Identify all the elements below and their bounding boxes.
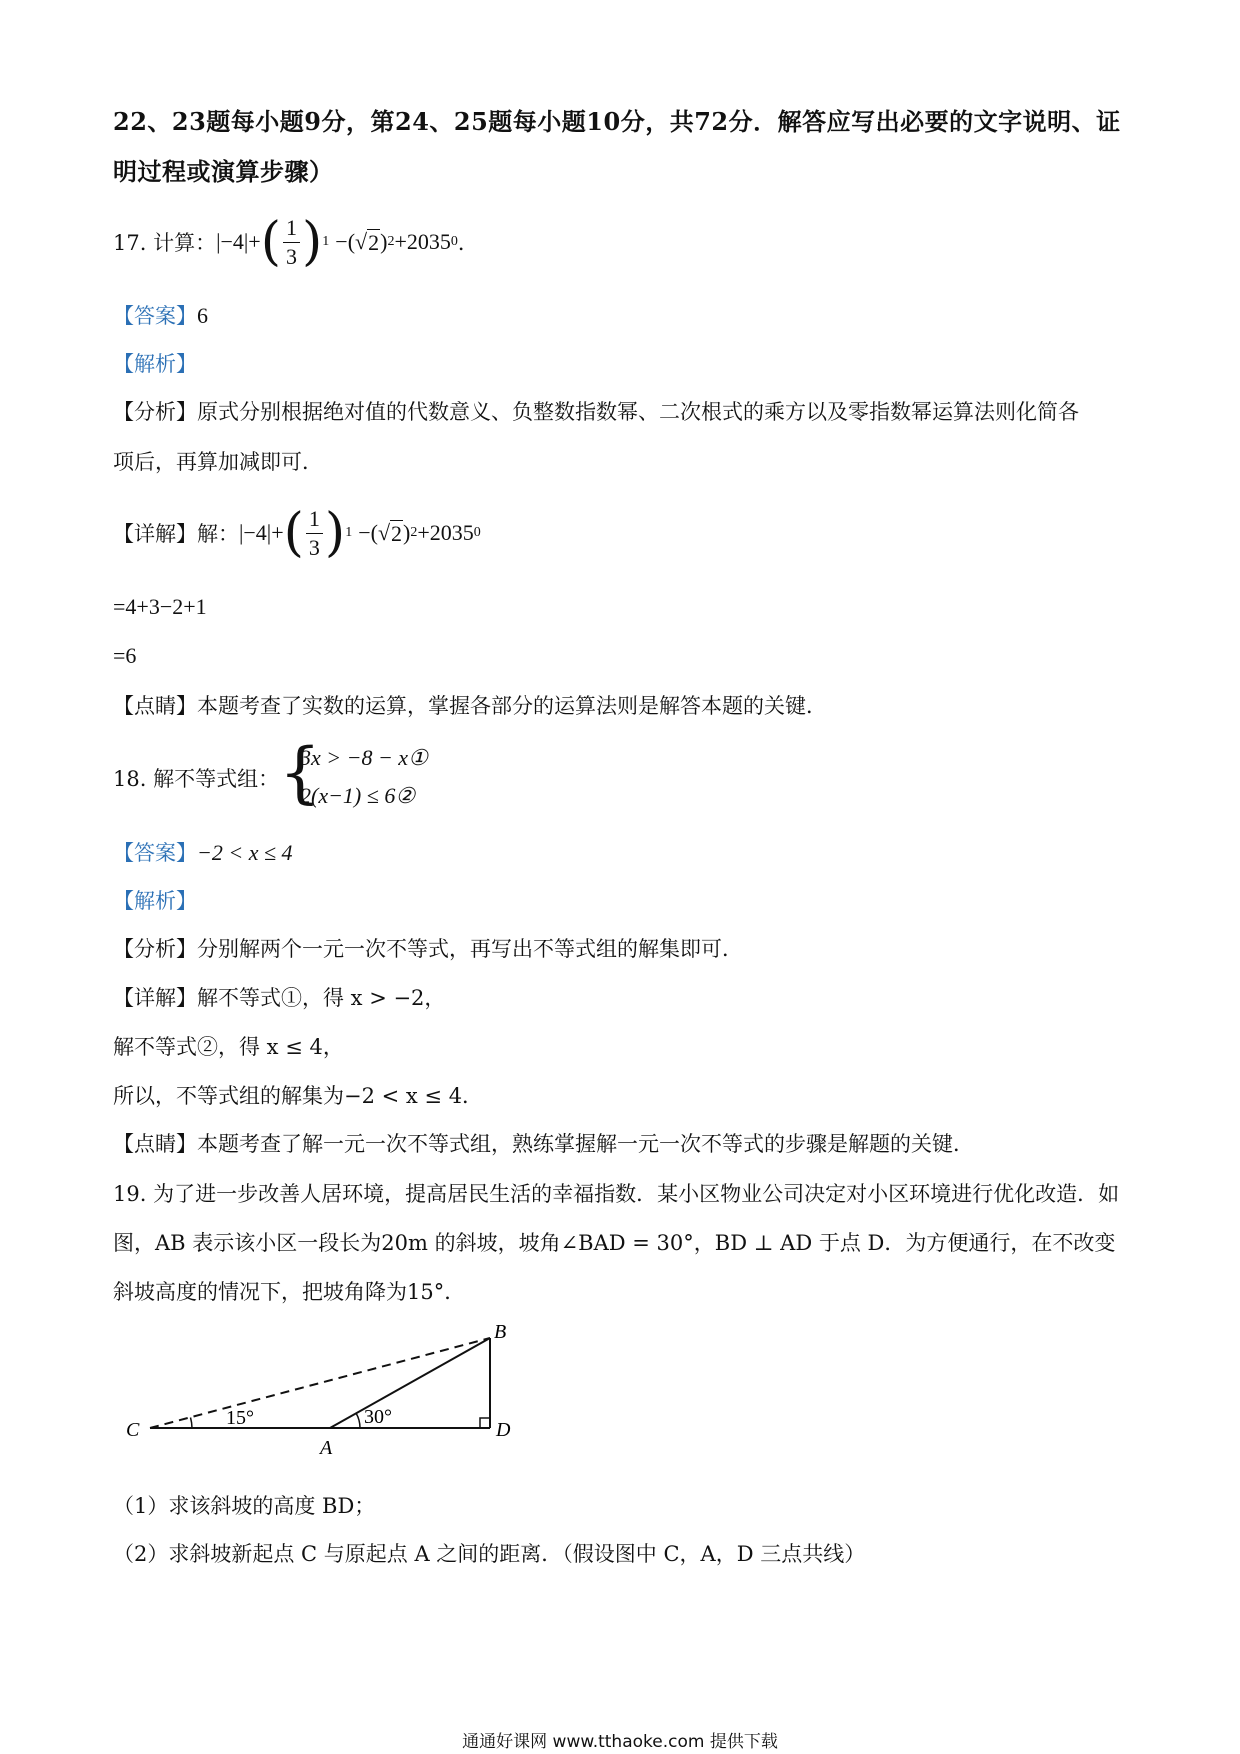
q17-dianjing-text: 本题考查了实数的运算，掌握各部分的运算法则是解答本题的关键． [197,694,827,718]
angle-arc-a [356,1413,360,1428]
q17-abs: |−4|+ [216,229,261,254]
q17-answer-label: 【答案】 [113,304,197,328]
q18-ineq-1: 3x > −8 − x① [300,745,428,770]
q18-brace: { [279,734,321,811]
q18-detail-text-1: 解不等式①，得 x > −2， [197,986,446,1010]
q17-exp1: 1 [322,234,330,249]
q17-detail [113,503,481,563]
q17-prefix: 17. 计算： [113,231,217,255]
q17-period: ． [457,231,479,255]
q19-line-1: 19. 为了进一步改善人居环境，提高居民生活的幸福指数．某小区物业公司决定对小区环境进行优化改造．如 [113,1182,1120,1206]
q17-step-2: =6 [113,643,137,668]
q17-fenxi-text-1: 原式分别根据绝对值的代数意义、负整数指数幂、二次根式的乘方以及零指数幂运算法则化简各 [197,400,1079,424]
q17-answer [113,300,208,330]
q17-detail-frac-den: 3 [308,534,320,560]
q17-sqrt-val: 2 [368,229,380,255]
q17-exp0: 0 [450,234,458,249]
q17-minus-paren: −(√ [335,229,368,254]
angle-arc-c [191,1418,193,1429]
q17-fenxi-2: 项后，再算加减即可． [113,450,323,474]
q17-close-paren: ) [380,229,388,254]
q18-fenxi [113,933,743,963]
q18-dianjing-label: 【点睛】 [113,1132,197,1156]
q17-answer-value: 6 [197,303,208,328]
q17-detail-fraction [306,505,323,562]
q18-fenxi-text: 分别解两个一元一次不等式，再写出不等式组的解集即可． [197,937,743,961]
q17-dianjing-label: 【点睛】 [113,694,197,718]
q17-step-1: =4+3−2+1 [113,594,207,619]
intro-line-1: 22、23题每小题9分，第24、25题每小题10分，共72分．解答应写出必要的文字说明、证 [113,107,1121,136]
q17-detail-exp2: 2 [410,525,418,540]
q17-analysis-label: 【解析】 [113,352,197,376]
q18-analysis-label: 【解析】 [113,889,197,913]
q17-detail-frac-num: 1 [306,505,323,534]
q17-exp2: 2 [387,234,395,249]
q17-fraction [283,214,300,271]
q17-frac-num: 1 [283,214,300,243]
q18-detail-2: 解不等式②，得 x ≤ 4， [113,1035,344,1059]
q17-right-paren: ) [302,212,323,272]
q17-question [113,212,479,272]
q19-sub-2: （2）求斜坡新起点 C 与原起点 A 之间的距离．（假设图中 C，A，D 三点共线） [113,1542,866,1566]
q18-fenxi-label: 【分析】 [113,937,197,961]
label-a: A [320,1437,333,1459]
angle-label-a: 30° [364,1406,392,1428]
q19-line-2: 图，AB 表示该小区一段长为20m 的斜坡，坡角∠BAD = 30°，BD ⊥ AD 于点 D．为方便通行，在不改变 [113,1231,1116,1255]
q18-answer [113,837,293,867]
dashed-cb [150,1338,490,1428]
q17-frac-den: 3 [286,243,297,269]
q17-detail-left-paren: ( [283,503,304,563]
q18-dianjing [113,1128,974,1158]
q18-answer-label: 【答案】 [113,841,197,865]
slope-ab [330,1338,490,1428]
label-c: C [126,1419,140,1441]
q17-plus: +2035 [394,229,451,254]
q17-fenxi-label: 【分析】 [113,400,197,424]
right-angle-mark [480,1418,490,1428]
q17-detail-minus-paren: −(√ [358,520,391,545]
label-b: B [494,1321,507,1343]
q18-detail-3: 所以，不等式组的解集为−2 < x ≤ 4． [113,1084,484,1108]
q19-line-3: 斜坡高度的情况下，把坡角降为15°． [113,1280,466,1304]
q18-detail-1 [113,982,445,1012]
q17-fenxi-1 [113,396,1079,426]
q17-detail-exp1: 1 [345,525,353,540]
q17-dianjing [113,690,827,720]
q17-detail-close-paren: ) [403,520,411,545]
q17-detail-right-paren: ) [324,503,346,563]
q17-detail-label: 【详解】 [113,522,197,546]
q18-answer-value: −2 < x ≤ 4 [197,840,293,865]
slope-figure [120,1320,540,1460]
q17-detail-abs: |−4|+ [239,520,284,545]
footer: 通通好课网 www.tthaoke.com 提供下载 [462,1732,778,1752]
q17-detail-prefix: 解： [197,522,239,546]
q18-ineq-2: 2(x−1) ≤ 6② [300,783,416,808]
q18-detail-label: 【详解】 [113,986,197,1010]
q17-left-paren: ( [260,212,281,272]
q17-detail-plus: +2035 [417,520,474,545]
q17-detail-sqrt-val: 2 [391,520,403,546]
intro-line-2: 明过程或演算步骤） [113,157,334,186]
q17-detail-exp0: 0 [473,525,481,540]
q19-sub-1: （1）求该斜坡的高度 BD； [113,1494,376,1518]
label-d: D [496,1419,511,1441]
q18-dianjing-text: 本题考查了解一元一次不等式组，熟练掌握解一元一次不等式的步骤是解题的关键． [197,1132,974,1156]
angle-label-c: 15° [226,1407,254,1429]
q18-prefix: 18. 解不等式组： [113,767,280,791]
